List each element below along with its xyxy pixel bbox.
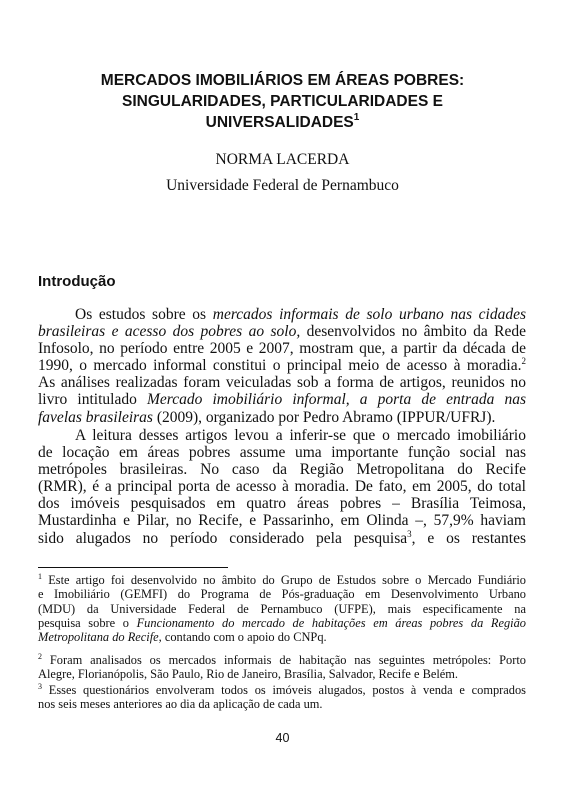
p2-line: A leitura desses artigos levou a inferir-se que o mercado imobiliário	[75, 427, 526, 444]
title-footnote-ref: 1	[353, 112, 360, 123]
p1-line	[38, 306, 526, 323]
author-affiliation: Universidade Federal de Pernambuco	[166, 177, 399, 194]
fn1-line: e Imobiliário (GEMFI) do Programa de Pós-graduação em Desenvolvimento Urbano	[38, 587, 526, 602]
title-line-3-text: UNIVERSALIDADES	[205, 114, 354, 131]
p1-text: livro intitulado	[38, 391, 147, 409]
p2-line: de locação em áreas pobres assume uma importante função social nas	[38, 444, 526, 462]
footnote-separator	[38, 567, 228, 568]
fn1-line	[38, 630, 526, 644]
fn1-italic-text: Funcionamento do mercado de habitações em áreas pobres da Região	[136, 615, 527, 630]
fn2-line	[38, 653, 526, 667]
p2-line: metrópoles brasileiras. No caso da Região Metropolitana do Recife	[38, 461, 526, 479]
p1-italic-text: Mercado imobiliário informal, a porta de entrada nas	[146, 391, 526, 409]
p1-text: 1990, o mercado informal constitui o principal meio de acesso à moradia.	[38, 357, 522, 375]
page-number: 40	[275, 731, 290, 745]
p1-text: desenvolvidos no âmbito da Rede	[300, 323, 526, 341]
fn3-number: 3	[38, 682, 42, 691]
footnote-3	[38, 683, 526, 712]
title-line-2: SINGULARIDADES, PARTICULARIDADES E	[122, 93, 443, 110]
p1-italic-text: mercados informais de solo urbano nas cidades	[212, 306, 526, 323]
fn2-line: Alegre, Florianópolis, São Paulo, Rio de Janeiro, Brasília, Salvador, Recife e Belém.	[38, 667, 459, 682]
footnote-ref-3: 3	[407, 528, 412, 539]
p2-text: sido alugados no período considerado pela pesquisa	[38, 529, 408, 547]
title-line-1: MERCADOS IMOBILIÁRIOS EM ÁREAS POBRES:	[100, 72, 465, 89]
fn1-line	[38, 573, 526, 587]
footnote-2	[38, 653, 526, 682]
p1-text: (2009), organizado por Pedro Abramo (IPPUR/UFRJ).	[152, 408, 496, 426]
p2-line: (RMR), é a principal porta de acesso à moradia. De fato, em 2005, do total	[38, 478, 526, 496]
fn1-italic-text: Metropolitana do Recife,	[38, 630, 162, 645]
paragraph-2	[38, 427, 526, 547]
footnote-ref-2: 2	[521, 356, 526, 367]
fn1-text: contando com o apoio do CNPq.	[161, 630, 327, 645]
p1-line: Infosolo, no período entre 2005 e 2007, mostram que, a partir da década de	[38, 340, 526, 358]
p1-line	[38, 391, 526, 408]
fn3-line	[38, 683, 526, 697]
author-name: NORMA LACERDA	[215, 151, 350, 168]
title-line-3	[40, 112, 525, 133]
fn1-line	[38, 616, 526, 630]
fn3-text: Esses questionários envolveram todos os imóveis alugados, postos à venda e comprados	[42, 683, 526, 697]
p2-text: , e os restantes	[411, 529, 526, 547]
p1-text: Os estudos sobre os	[75, 306, 213, 323]
fn1-text: Este artigo foi desenvolvido no âmbito do Grupo de Estudos sobre o Mercado Fundiário	[42, 573, 526, 587]
paper-title	[40, 70, 525, 133]
fn1-text: pesquisa sobre o	[38, 615, 137, 630]
fn2-text: Foram analisados os mercados informais de habitação nas seguintes metrópoles: Porto	[42, 653, 526, 667]
fn1-number: 1	[38, 572, 42, 581]
fn1-line: (MDU) da Universidade Federal de Pernambuco (UFPE), mais especificamente na	[38, 601, 526, 616]
paragraph-1	[38, 306, 526, 426]
fn3-line: nos seis meses anteriores ao dia da aplicação de cada um.	[38, 697, 323, 712]
p1-italic-text: brasileiras e acesso dos pobres ao solo,	[38, 323, 301, 341]
p1-line	[38, 357, 526, 374]
p2-line	[38, 530, 526, 547]
p1-line	[38, 409, 526, 426]
fn2-number: 2	[38, 652, 42, 661]
p1-line: As análises realizadas foram veiculadas sob a forma de artigos, reunidos no	[38, 374, 526, 392]
p2-line: dos imóveis pesquisados em quatro áreas pobres – Brasília Teimosa,	[38, 495, 526, 513]
footnote-1	[38, 573, 526, 644]
p1-italic-text: favelas brasileiras	[38, 408, 153, 426]
section-heading: Introdução	[38, 273, 116, 290]
p2-line: Mustardinha e Pilar, no Recife, e Passarinho, em Olinda –, 57,9% haviam	[38, 512, 526, 530]
p1-line	[38, 323, 526, 340]
